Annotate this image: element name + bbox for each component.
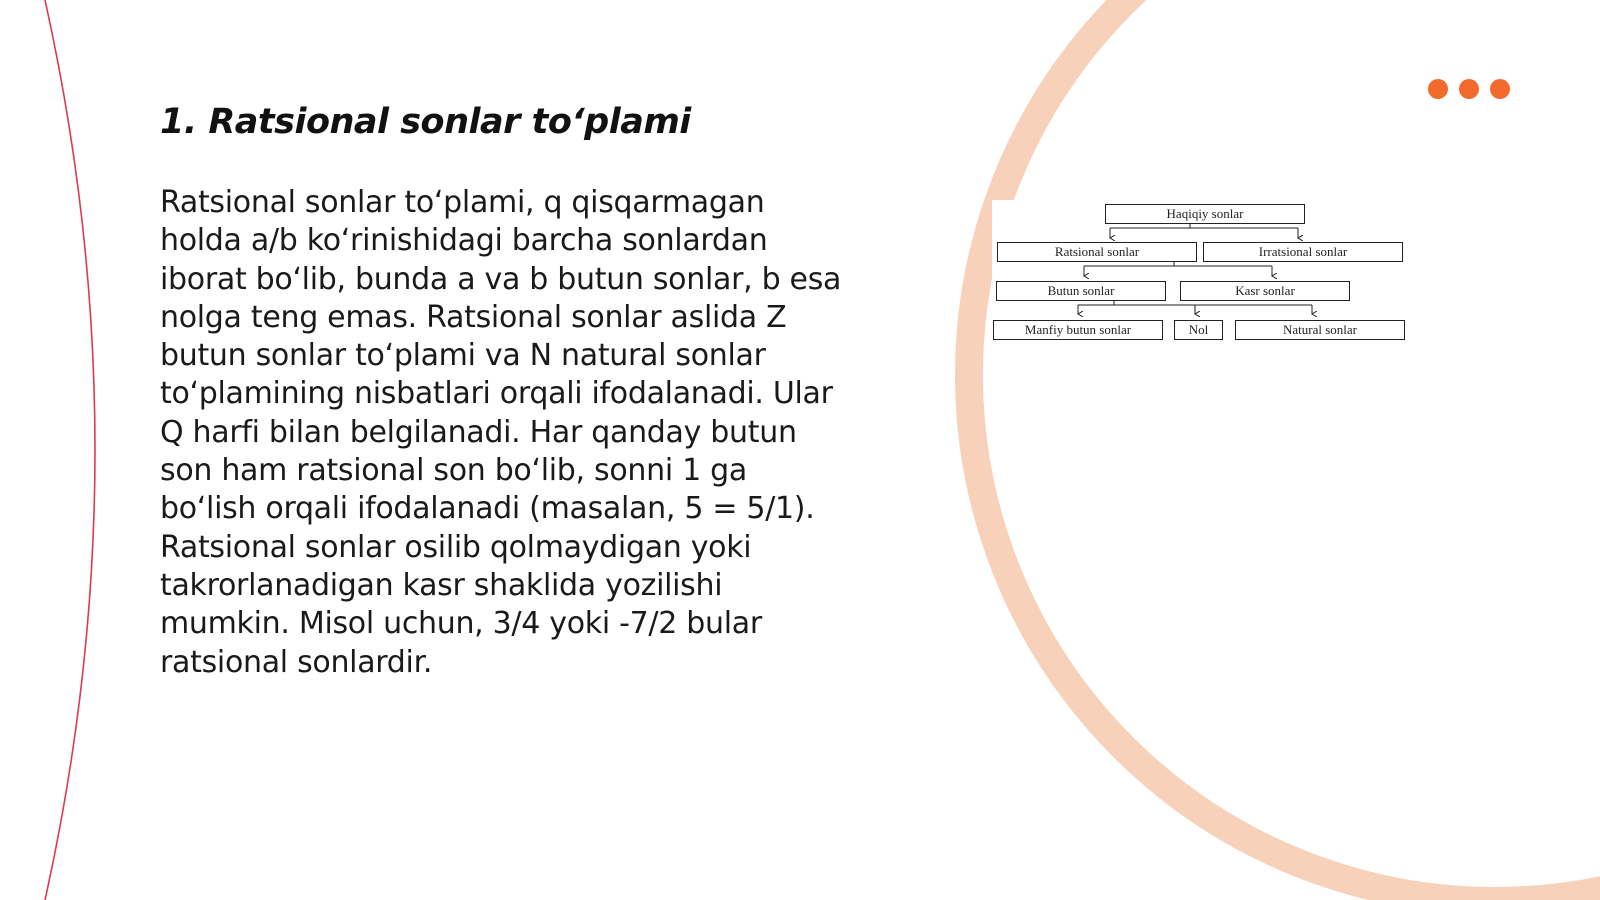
- slide-title: 1. Ratsional sonlar to‘plami: [160, 102, 691, 142]
- dot-icon: [1428, 79, 1448, 99]
- dot-icon: [1459, 79, 1479, 99]
- red-curve-line: [45, 0, 95, 900]
- node-manfiy-butun-sonlar: Manfiy butun sonlar: [993, 320, 1163, 340]
- node-haqiqiy-sonlar: Haqiqiy sonlar: [1105, 204, 1305, 224]
- peach-arc: [969, 0, 1600, 900]
- dot-icon: [1490, 79, 1510, 99]
- slide-body-text: Ratsional sonlar to‘plami, q qisqarmagan holda a/b ko‘rinishidagi barcha sonlardan iborat bo‘lib, bunda a va b butun sonlar, b esa nolga teng emas. Ratsional sonlar aslida Z butun sonlar to‘plami va N natural sonlar to‘plamining nisbatlari orqali ifodalanadi. Ular Q harfi bilan belgilanadi. Har qanday butun son ham ratsional son bo‘lib, sonni 1 ga bo‘lish orqali ifodalanadi (masalan, 5 = 5/1). Ratsional sonlar osilib qolmaydigan yoki takrorlanadigan kasr shaklida yozilishi mumkin. Misol uchun, 3/4 yoki -7/2 bular ratsional sonlardir.: [160, 185, 842, 680]
- node-nol: Nol: [1174, 320, 1223, 340]
- node-ratsional-sonlar: Ratsional sonlar: [997, 242, 1197, 262]
- node-butun-sonlar: Butun sonlar: [996, 281, 1166, 301]
- node-kasr-sonlar: Kasr sonlar: [1180, 281, 1350, 301]
- number-classification-diagram: [992, 200, 1412, 348]
- node-irratsional-sonlar: Irratsional sonlar: [1203, 242, 1403, 262]
- decorative-dots: [1428, 79, 1510, 99]
- node-natural-sonlar: Natural sonlar: [1235, 320, 1405, 340]
